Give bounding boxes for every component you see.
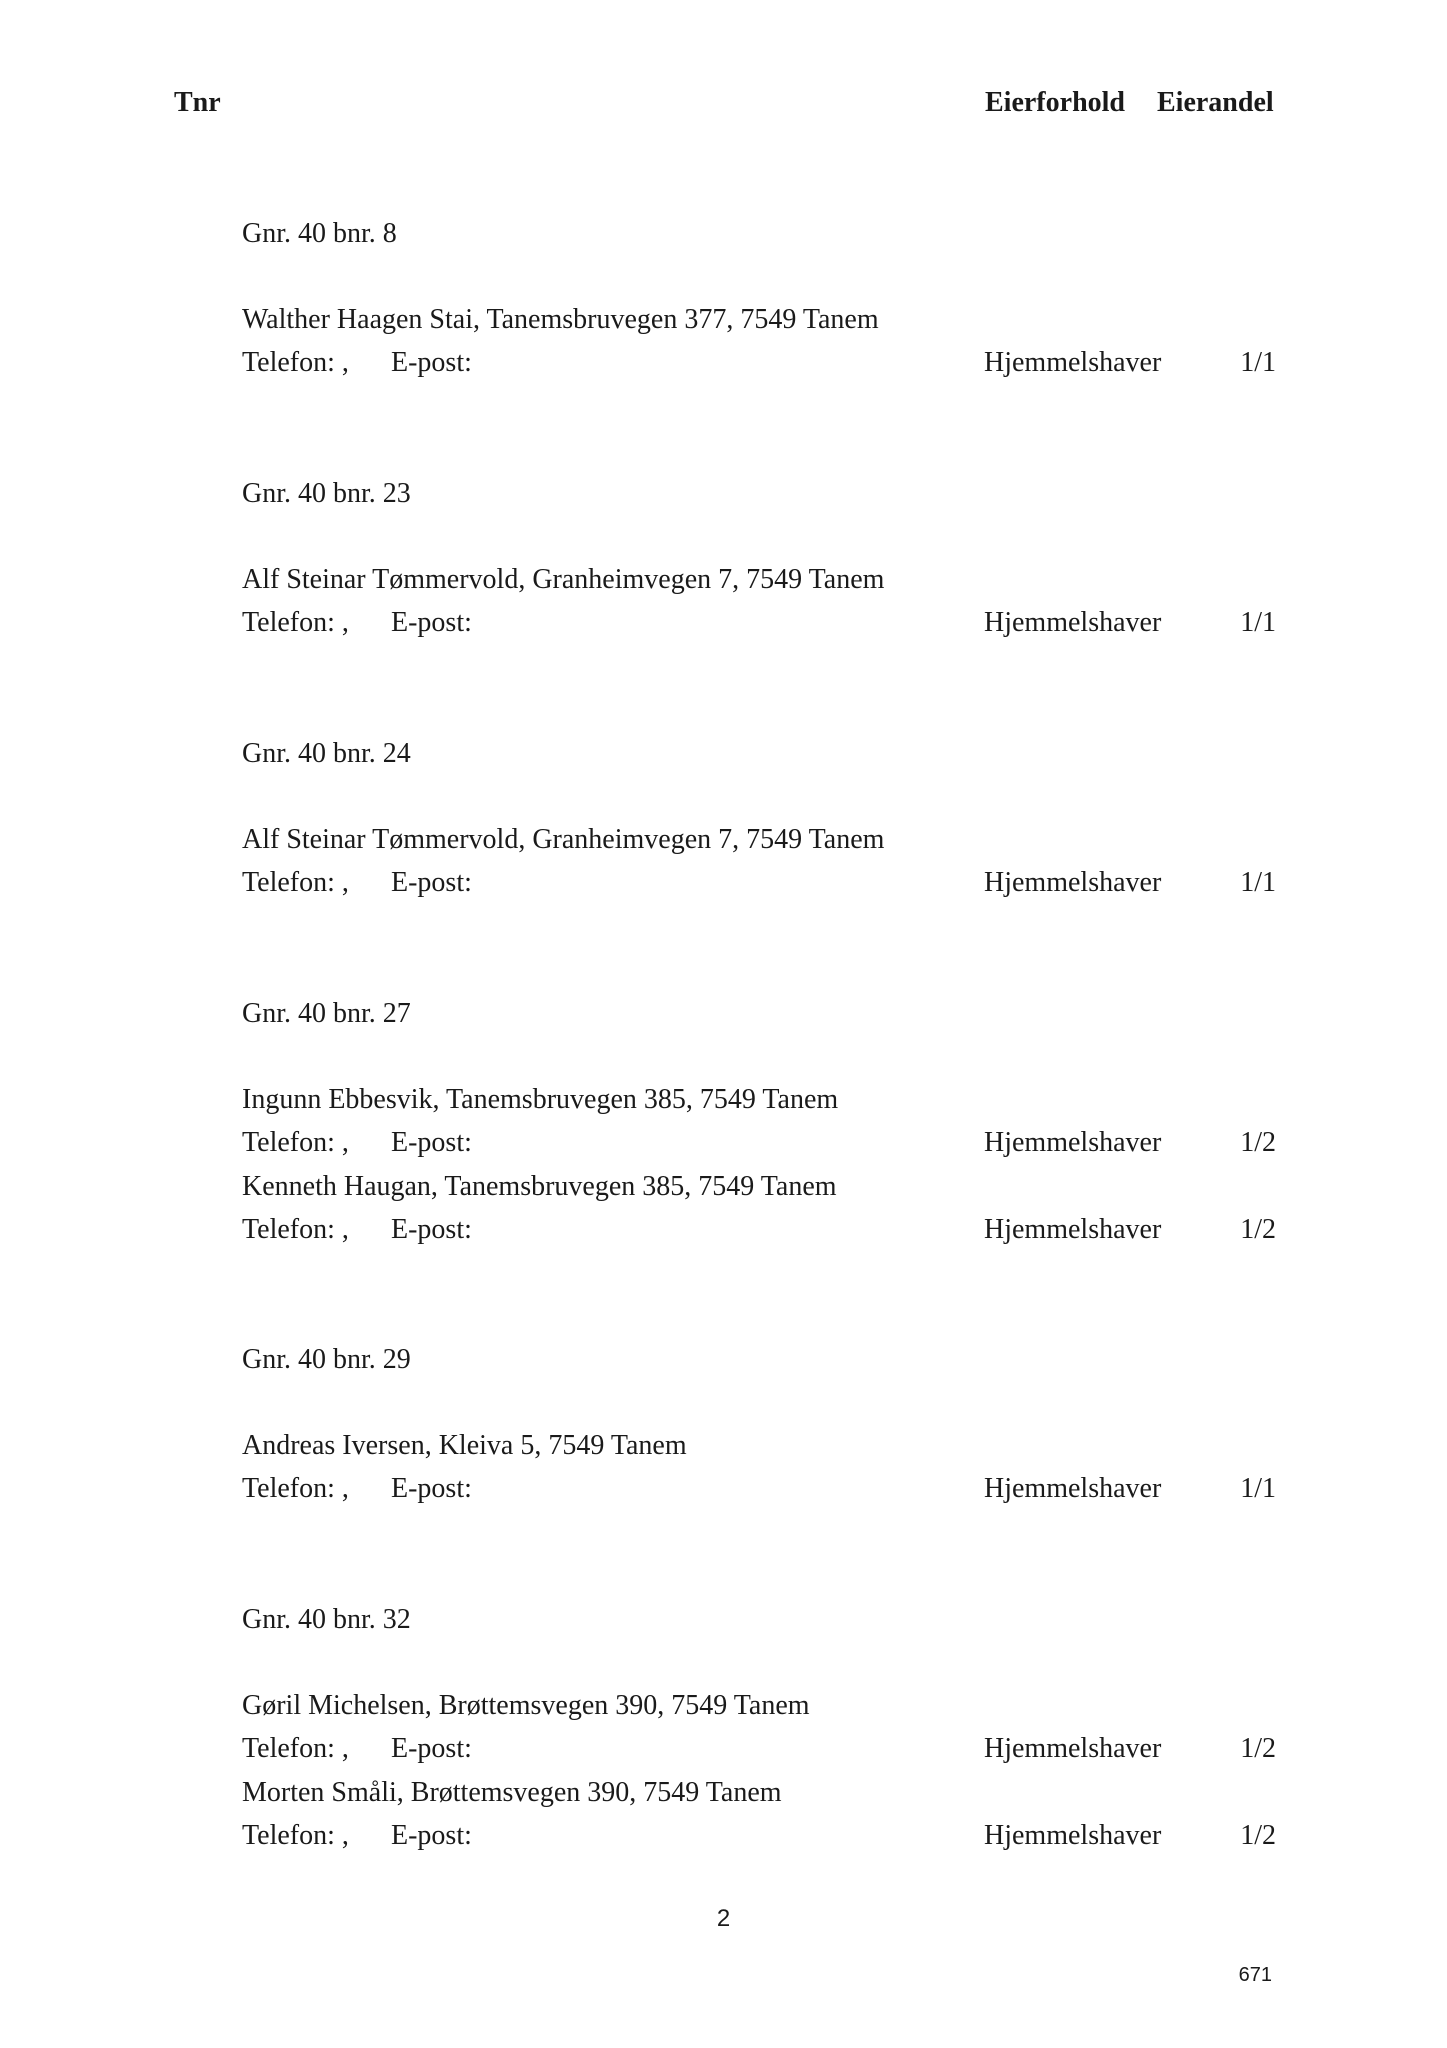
owner-share: 1/2 (1240, 1820, 1276, 1851)
owner-epost: E-post: (391, 1473, 472, 1504)
owner-name: Ingunn Ebbesvik, Tanemsbruvegen 385, 7549 Tanem (242, 1084, 839, 1115)
owner-epost: E-post: (391, 867, 472, 898)
header-eierforhold: Eierforhold (985, 87, 1125, 118)
owner-role: Hjemmelshaver (984, 347, 1162, 378)
owner-share: 1/2 (1240, 1733, 1276, 1764)
owner-share: 1/1 (1240, 347, 1276, 378)
owner-epost: E-post: (391, 1214, 472, 1245)
header-eierandel: Eierandel (1157, 87, 1274, 118)
owner-telefon: Telefon: , (242, 867, 349, 898)
owner-telefon: Telefon: , (242, 1127, 349, 1158)
owner-name: Kenneth Haugan, Tanemsbruvegen 385, 7549 Tanem (242, 1171, 837, 1202)
owner-share: 1/1 (1240, 867, 1276, 898)
owner-share: 1/2 (1240, 1127, 1276, 1158)
owner-name: Alf Steinar Tømmervold, Granheimvegen 7, 7549 Tanem (242, 824, 885, 855)
owner-name: Gøril Michelsen, Brøttemsvegen 390, 7549 Tanem (242, 1690, 810, 1721)
property-title: Gnr. 40 bnr. 32 (242, 1604, 411, 1635)
owner-role: Hjemmelshaver (984, 607, 1162, 638)
owner-telefon: Telefon: , (242, 1214, 349, 1245)
property-title: Gnr. 40 bnr. 27 (242, 998, 411, 1029)
owner-role: Hjemmelshaver (984, 1473, 1162, 1504)
owner-role: Hjemmelshaver (984, 867, 1162, 898)
owner-share: 1/2 (1240, 1214, 1276, 1245)
owner-telefon: Telefon: , (242, 1733, 349, 1764)
property-title: Gnr. 40 bnr. 8 (242, 218, 397, 249)
page-number: 2 (716, 1905, 731, 1932)
owner-epost: E-post: (391, 607, 472, 638)
owner-epost: E-post: (391, 1127, 472, 1158)
owner-name: Walther Haagen Stai, Tanemsbruvegen 377, 7549 Tanem (242, 304, 879, 335)
owner-role: Hjemmelshaver (984, 1214, 1162, 1245)
property-title: Gnr. 40 bnr. 23 (242, 478, 411, 509)
owner-epost: E-post: (391, 1820, 472, 1851)
owner-role: Hjemmelshaver (984, 1733, 1162, 1764)
owner-share: 1/1 (1240, 1473, 1276, 1504)
owner-role: Hjemmelshaver (984, 1127, 1162, 1158)
owner-name: Morten Småli, Brøttemsvegen 390, 7549 Tanem (242, 1777, 782, 1808)
owner-epost: E-post: (391, 1733, 472, 1764)
owner-name: Andreas Iversen, Kleiva 5, 7549 Tanem (242, 1430, 687, 1461)
owner-telefon: Telefon: , (242, 1820, 349, 1851)
owner-share: 1/1 (1240, 607, 1276, 638)
owner-telefon: Telefon: , (242, 347, 349, 378)
owner-telefon: Telefon: , (242, 1473, 349, 1504)
owner-name: Alf Steinar Tømmervold, Granheimvegen 7, 7549 Tanem (242, 564, 885, 595)
owner-role: Hjemmelshaver (984, 1820, 1162, 1851)
document-stamp-number: 671 (1238, 1964, 1272, 1986)
owner-epost: E-post: (391, 347, 472, 378)
property-title: Gnr. 40 bnr. 29 (242, 1344, 411, 1375)
header-tnr: Tnr (174, 87, 221, 118)
property-title: Gnr. 40 bnr. 24 (242, 738, 411, 769)
owner-telefon: Telefon: , (242, 607, 349, 638)
